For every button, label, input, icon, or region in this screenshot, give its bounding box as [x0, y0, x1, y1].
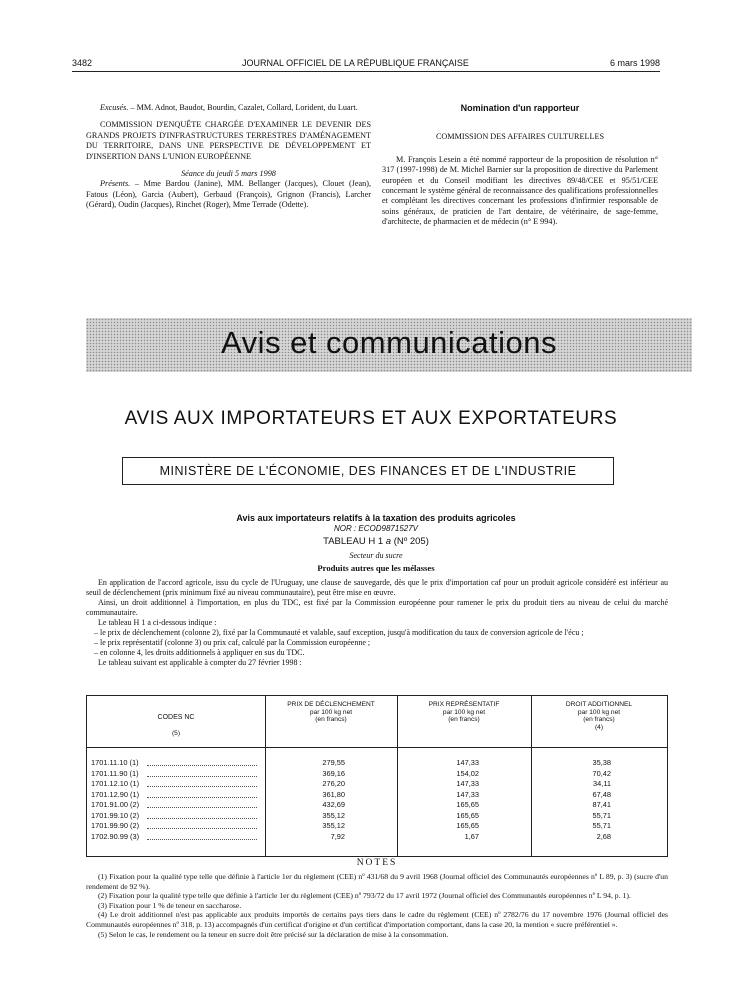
cell-representatif: 165,65 [456, 821, 479, 830]
col-codes-header: CODES NC [157, 714, 195, 721]
table-row [87, 769, 667, 780]
commission-title: COMMISSION D'ENQUÊTE CHARGÉE D'EXAMINER LE DEVENIR DES GRANDS PROJETS D'INFRASTRUCTURES TERRESTRES D'AMÉNAGEMENT DU TERRITOIRE, DANS UNE PERSPECTIVE DE DÉVELOPPEMENT ET D'INSERTION DANS L'UNION EUROPÉENNE [86, 120, 371, 161]
section-title: AVIS AUX IMPORTATEURS ET AUX EXPORTATEURS [124, 408, 618, 429]
note-item: (1) Fixation pour la qualité type telle que définie à l'article 1er du règlement (CEE) nº 431/68 du 9 avril 1968 (Journal officiel des Communautés européennes nº L 89, p. 3) (sucre d'un rendement de 92 %). [86, 872, 668, 891]
nor-reference: NOR : ECOD9871527V [333, 524, 419, 533]
cell-code: 1701.12.90 (1) [91, 789, 140, 799]
leader-dots [147, 807, 257, 808]
notice-title: Avis aux importateurs relatifs à la taxation des produits agricoles [236, 513, 516, 523]
tableau-title [86, 536, 666, 547]
table-row [87, 779, 667, 790]
cell-representatif: 165,65 [456, 800, 479, 809]
col-declenchement-unit: par 100 kg net [309, 708, 353, 716]
table-row [87, 790, 667, 801]
cell-code: 1701.11.10 (1) [91, 758, 139, 767]
col-declenchement-currency: (en francs) [315, 716, 347, 724]
cell-droit: 34,11 [593, 779, 611, 788]
notice-para-3: Le tableau H 1 a ci-dessous indique : [98, 618, 217, 627]
notes-title: NOTES [356, 858, 398, 868]
col-codes-number: (5) [171, 730, 181, 737]
note-item: (3) Fixation pour 1 % de teneur en saccharose. [98, 900, 242, 910]
leader-dots [147, 818, 257, 819]
cell-representatif: 154,02 [456, 768, 479, 778]
table-row [87, 758, 667, 769]
cell-declenchement: 355,12 [322, 821, 345, 830]
tableau-prefix: TABLEAU H 1 [323, 536, 386, 547]
cell-code: 1701.11.90 (1) [91, 768, 139, 778]
col-droit-unit: par 100 kg net [577, 708, 621, 716]
cell-droit: 35,38 [592, 758, 611, 767]
cell-declenchement: 355,12 [322, 810, 345, 820]
table-row [87, 832, 667, 843]
cell-droit: 87,41 [592, 800, 611, 809]
tableau-suffix-a: a [385, 536, 392, 547]
notice-bullet-2: – le prix représentatif (colonne 3) ou prix caf, calculé par la Commission européenne ; [94, 638, 371, 647]
cell-code: 1701.91.00 (2) [91, 800, 140, 809]
tariff-table [86, 695, 668, 857]
banner-title: Avis et communications [220, 325, 558, 360]
leader-dots [147, 828, 257, 829]
col-droit-title: DROIT ADDITIONNEL [565, 701, 633, 708]
page-number: 3482 [72, 58, 93, 68]
presents-text: – Mme Bardou (Janine), MM. Bellanger (Jacques), Clouet (Jean), Fatous (Léon), Garcia (Aubert), Gerbaud (François), Grignon (Francis), Larcher (Gérard), Oudin (Jacques), Rinchet (Roger), Mme Terrade (Odette). [86, 179, 371, 210]
session-date: Séance du jeudi 5 mars 1998 [181, 169, 276, 179]
cell-droit: 67,48 [592, 789, 611, 799]
excuses-label: Excusés. [100, 103, 129, 112]
issue-date: 6 mars 1998 [609, 58, 660, 68]
table-row [87, 800, 667, 811]
cell-declenchement: 279,55 [322, 758, 345, 767]
cell-declenchement: 369,16 [322, 768, 345, 778]
cell-declenchement: 7,92 [330, 831, 345, 841]
notice-para-4: Le tableau suivant est applicable à compter du 27 février 1998 : [98, 658, 302, 667]
cell-representatif: 165,65 [456, 810, 479, 820]
leader-dots [147, 797, 257, 798]
cell-droit: 70,42 [592, 768, 611, 778]
cell-declenchement: 432,69 [322, 800, 345, 809]
running-header [72, 58, 660, 72]
table-row [87, 821, 667, 832]
notice-body [86, 578, 668, 668]
cell-representatif: 147,33 [456, 779, 479, 788]
col-droit-header [531, 701, 667, 731]
cell-droit: 55,71 [592, 810, 611, 820]
cell-representatif: 147,33 [456, 758, 479, 767]
nomination-text: M. François Lesein a été nommé rapporteur de la proposition de résolution n° 317 (1997-1998) de M. Michel Barnier sur la proposition de directive du Parlement européen et du Conseil modifiant les directives 89/48/CEE et 95/51/CEE concernant le système général de reconnaissance des qualifications professionnelles et complétant les directives concernant les professions d'infirmier responsable de soins généraux, de praticien de l'art dentaire, de vétérinaire, de sage-femme, d'architecte, de pharmacien et de médecin (n° E 994). [382, 154, 658, 227]
notice-para-2: Ainsi, un droit additionnel à l'importation, en plus du TDC, est fixé par la Commission européenne pour ramener le prix du produit tiers au niveau de celui du marché communautaire. [86, 598, 668, 617]
leader-dots [147, 839, 257, 840]
notes-list [86, 872, 668, 939]
excuses-text: – MM. Adnot, Baudot, Bourdin, Cazalet, Collard, Lorident, du Luart. [128, 103, 358, 112]
commission-name: COMMISSION DES AFFAIRES CULTURELLES [435, 132, 605, 142]
cell-representatif: 147,33 [456, 789, 479, 799]
note-item: (2) Fixation pour la qualité type telle que définie à l'article 1er du règlement (CEE) nº 793/72 du 17 avril 1972 (Journal officiel des Communautés européennes nº L 94, p. 1). [98, 891, 631, 901]
ministry-box: MINISTÈRE DE L'ÉCONOMIE, DES FINANCES ET DE L'INDUSTRIE [122, 457, 614, 485]
note-item: (4) Le droit additionnel n'est pas applicable aux produits importés de certains pays tiers dans le cadre du règlement (CEE) nº 2782/76 du 17 novembre 1976 (Journal officiel des Communautés européennes nº 318, p. 13) accompagnés d'un certificat d'origine et d'un certificat d'importation comportant, dans la case 20, la mention « sucre préférentiel ». [86, 910, 668, 929]
right-column [382, 103, 658, 228]
leader-dots [147, 765, 257, 766]
notice-bullet-1: – le prix de déclenchement (colonne 2), fixé par la Communauté et valable, sauf exception, jusqu'à modification du taux de conversion agricole de l'écu ; [94, 628, 584, 637]
leader-dots [147, 776, 257, 777]
col-declenchement-title: PRIX DE DÉCLENCHEMENT [287, 701, 375, 708]
col-droit-number: (4) [594, 723, 604, 731]
cell-droit: 2,68 [596, 831, 611, 841]
cell-code: 1702.90.99 (3) [91, 831, 140, 841]
note-item: (5) Selon le cas, le rendement ou la teneur en sucre doit être précisé sur la déclaration de mise à la consommation. [98, 929, 449, 939]
excuses-paragraph [86, 103, 371, 113]
notice-para-1: En application de l'accord agricole, issu du cycle de l'Uruguay, une clause de sauvegarde, dès que le prix d'importation caf pour un produit agricole considéré est inférieur au seuil de déclenchement (prix minimum fixé au niveau communautaire), peut être mise en œuvre. [86, 578, 668, 597]
cell-droit: 55,71 [592, 821, 611, 830]
cell-representatif: 1,67 [464, 831, 479, 841]
col-representatif-currency: (en francs) [448, 716, 480, 724]
notice-bullet-3: – en colonne 4, les droits additionnels à appliquer en sus du TDC. [94, 648, 305, 657]
cell-code: 1701.99.90 (2) [91, 821, 140, 830]
cell-declenchement: 361,80 [322, 789, 345, 799]
header-rule [72, 71, 660, 72]
table-row [87, 811, 667, 822]
journal-title: JOURNAL OFFICIEL DE LA RÉPUBLIQUE FRANÇAISE [242, 58, 469, 68]
col-representatif-header [397, 701, 531, 724]
section-banner [86, 318, 692, 372]
cell-code: 1701.99.10 (2) [91, 810, 140, 820]
col-representatif-unit: par 100 kg net [442, 708, 486, 716]
col-representatif-title: PRIX REPRÉSENTATIF [428, 701, 500, 708]
presents-label: Présents. [100, 179, 131, 189]
tableau-number: (Nº 205) [391, 536, 429, 547]
col-droit-currency: (en francs) [583, 716, 615, 724]
table-header-rule [87, 747, 667, 748]
produits-heading: Produits autres que les mélasses [317, 563, 435, 573]
presents-paragraph [86, 179, 371, 210]
cell-declenchement: 276,20 [322, 779, 345, 788]
col-declenchement-header [265, 701, 397, 724]
secteur-label: Secteur du sucre [349, 551, 403, 560]
cell-code: 1701.12.10 (1) [91, 779, 140, 788]
leader-dots [147, 786, 257, 787]
nomination-heading: Nomination d'un rapporteur [460, 103, 580, 113]
left-column [86, 103, 371, 211]
